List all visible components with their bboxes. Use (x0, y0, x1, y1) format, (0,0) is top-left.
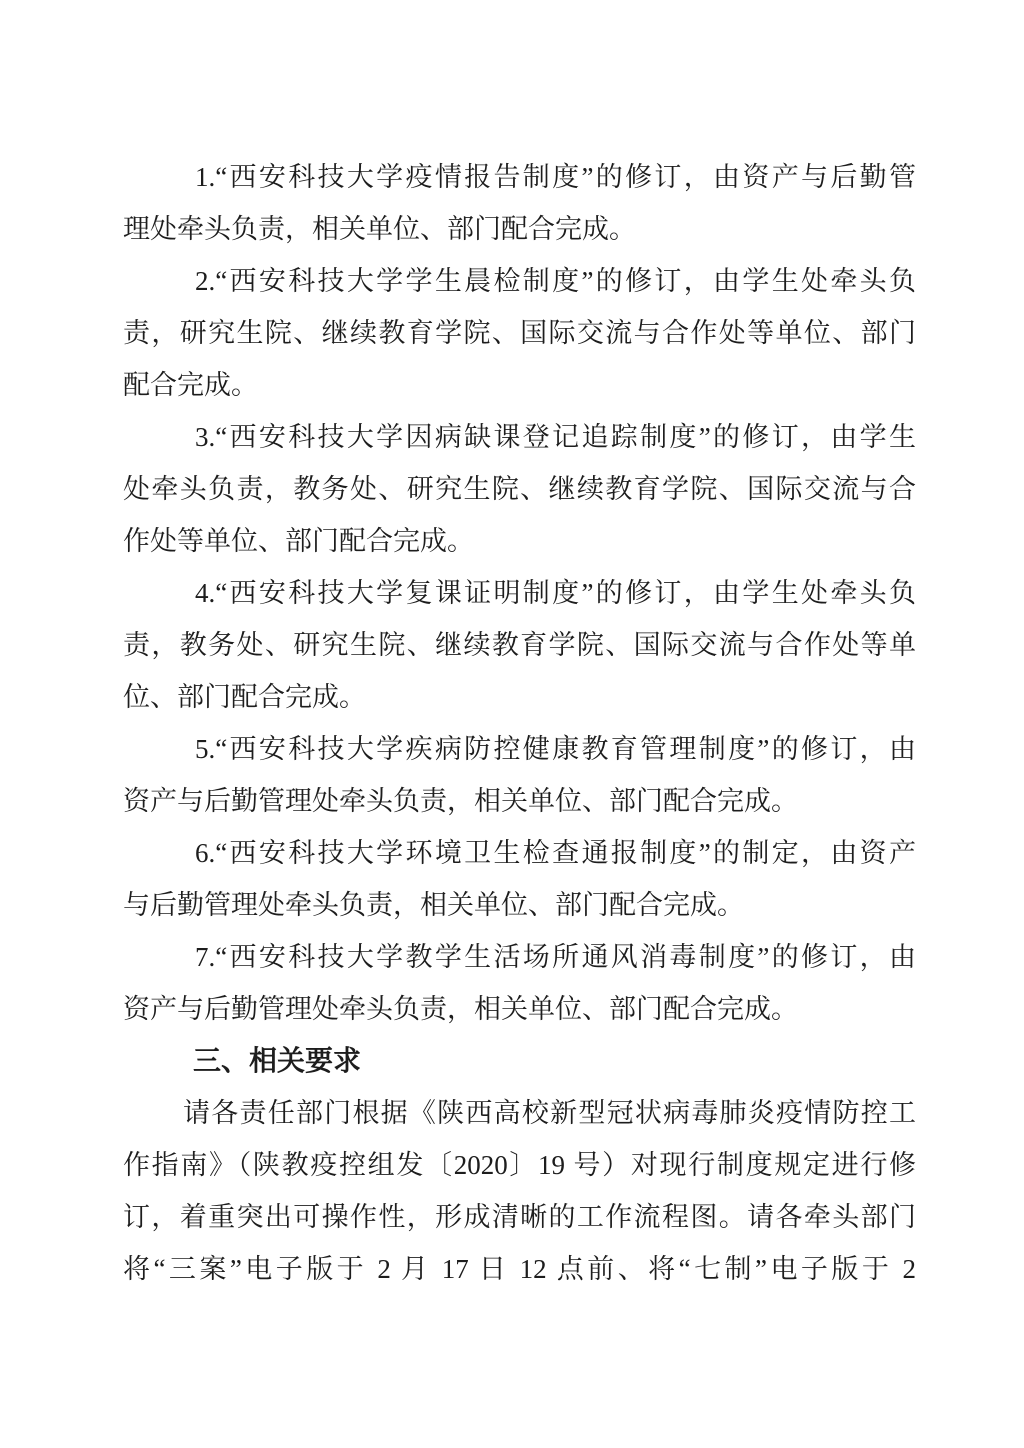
text-line: 资产与后勤管理处牵头负责，相关单位、部门配合完成。 (123, 994, 798, 1024)
paragraph (123, 567, 916, 723)
paragraph (123, 255, 916, 411)
text-line: 与后勤管理处牵头负责，相关单位、部门配合完成。 (123, 890, 744, 920)
text-line: 资产与后勤管理处牵头负责，相关单位、部门配合完成。 (123, 786, 798, 816)
text-line: 责，教务处、研究生院、继续教育学院、国际交流与合作处等单 (123, 630, 916, 660)
text-line: 3.“西安科技大学因病缺课登记追踪制度”的修订，由学生 (195, 422, 916, 452)
heading-line: 三、相关要求 (193, 1045, 362, 1076)
text-line: 请各责任部门根据《陕西高校新型冠状病毒肺炎疫情防控工 (183, 1098, 916, 1128)
paragraph (123, 931, 916, 1035)
text-line: 作指南》（陕教疫控组发〔2020〕19 号）对现行制度规定进行修 (123, 1150, 916, 1180)
text-line: 6.“西安科技大学环境卫生检查通报制度”的制定，由资产 (195, 838, 916, 868)
paragraph (123, 723, 916, 827)
paragraph (123, 1087, 916, 1295)
paragraph (123, 827, 916, 931)
text-line: 1.“西安科技大学疫情报告制度”的修订，由资产与后勤管 (195, 162, 916, 192)
text-line: 处牵头负责，教务处、研究生院、继续教育学院、国际交流与合 (123, 474, 916, 504)
section-heading (123, 1035, 916, 1087)
text-line: 4.“西安科技大学复课证明制度”的修订，由学生处牵头负 (195, 578, 916, 608)
text-line: 位、部门配合完成。 (123, 682, 366, 712)
text-line: 将“三案”电子版于 2 月 17 日 12 点前、将“七制”电子版于 2 (123, 1254, 916, 1284)
text-line: 作处等单位、部门配合完成。 (123, 526, 474, 556)
text-line: 配合完成。 (123, 370, 258, 400)
text-line: 7.“西安科技大学教学生活场所通风消毒制度”的修订，由 (195, 942, 916, 972)
document-body (123, 151, 916, 1295)
text-line: 理处牵头负责，相关单位、部门配合完成。 (123, 214, 636, 244)
text-line: 订，着重突出可操作性，形成清晰的工作流程图。请各牵头部门 (123, 1202, 916, 1232)
text-line: 5.“西安科技大学疾病防控健康教育管理制度”的修订，由 (195, 734, 916, 764)
paragraph (123, 151, 916, 255)
text-line: 2.“西安科技大学学生晨检制度”的修订，由学生处牵头负 (195, 266, 916, 296)
text-line: 责，研究生院、继续教育学院、国际交流与合作处等单位、部门 (123, 318, 916, 348)
paragraph (123, 411, 916, 567)
